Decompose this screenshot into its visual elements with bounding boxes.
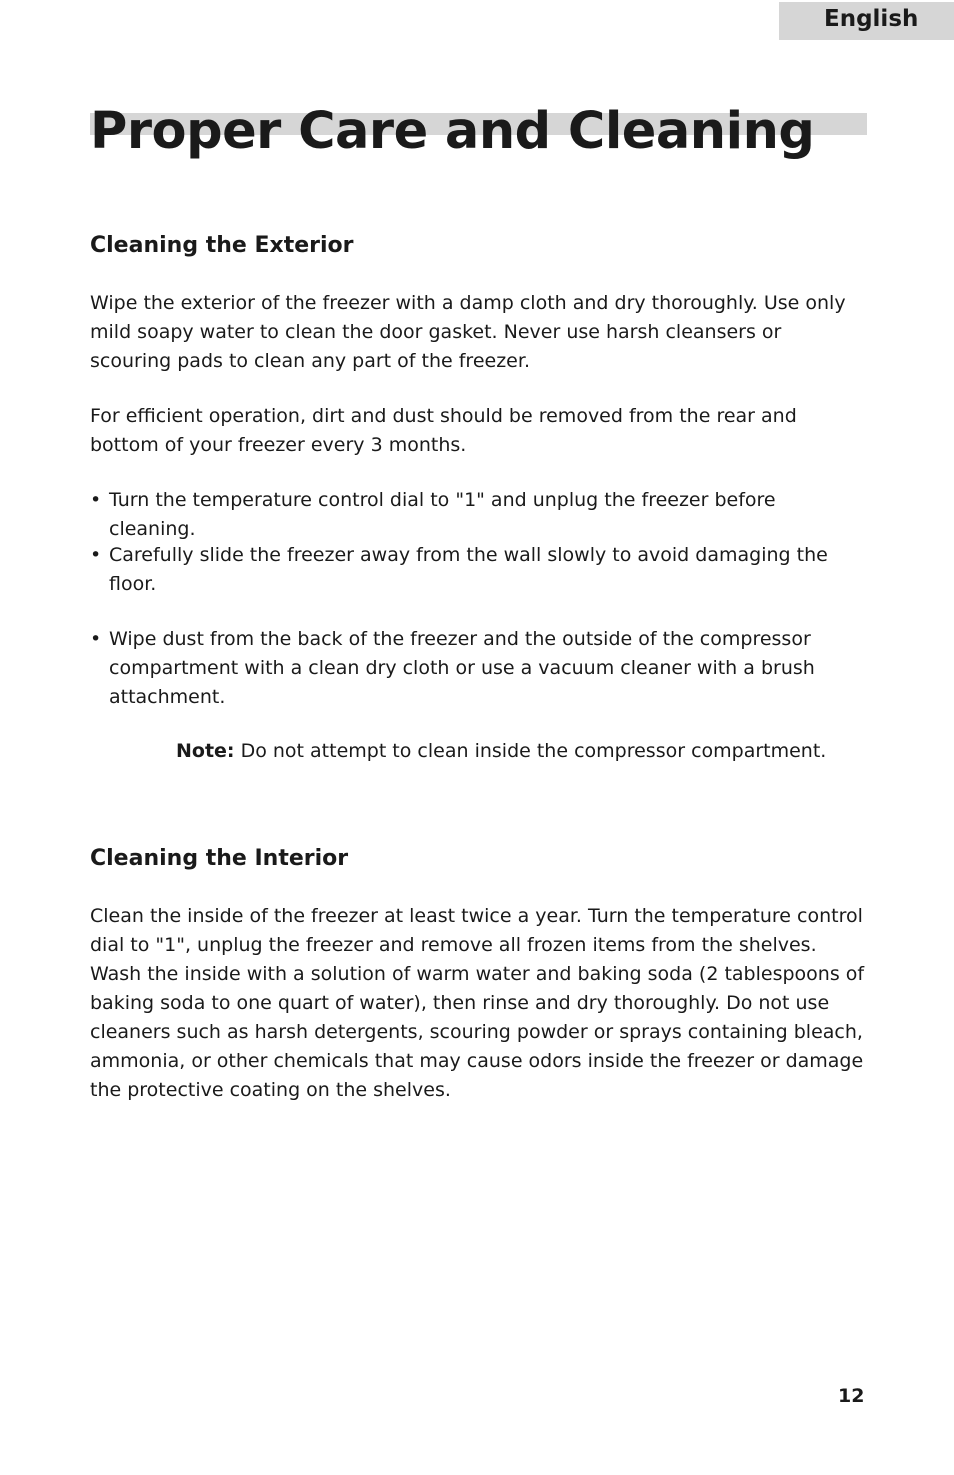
language-tab <box>779 2 954 40</box>
bullet-marker: • <box>90 489 102 511</box>
list-item <box>90 625 865 712</box>
language-label: English <box>824 6 919 32</box>
exterior-paragraph-2: For efficient operation, dirt and dust should be removed from the rear and bottom of your freezer every 3 months. <box>90 405 797 456</box>
page-number: 12 <box>838 1385 865 1407</box>
note-text: Do not attempt to clean inside the compressor compartment. <box>234 740 827 762</box>
list-item <box>90 486 865 544</box>
bullet-marker: • <box>90 544 102 566</box>
note <box>176 737 866 766</box>
bullet-marker: • <box>90 628 102 650</box>
bullet-text: Turn the temperature control dial to "1" and unplug the freezer before cleaning. <box>109 489 776 540</box>
bullet-text: Wipe dust from the back of the freezer and the outside of the compressor compartment with a clean dry cloth or use a vacuum cleaner with a brush attachment. <box>109 628 815 708</box>
exterior-heading: Cleaning the Exterior <box>90 233 354 258</box>
exterior-paragraph-1: Wipe the exterior of the freezer with a damp cloth and dry thoroughly. Use only mild soapy water to clean the door gasket. Never use harsh cleansers or scouring pads to clean any part of the freezer. <box>90 292 846 372</box>
page-title: Proper Care and Cleaning <box>90 102 815 161</box>
interior-paragraph: Clean the inside of the freezer at least twice a year. Turn the temperature control dial to "1", unplug the freezer and remove all frozen items from the shelves. Wash the inside with a solution of warm water and baking soda (2 tablespoons of baking soda to one quart of water), then rinse and dry thoroughly. Do not use cleaners such as harsh detergents, scouring powder or sprays containing bleach, ammonia, or other chemicals that may cause odors inside the freezer or damage the protective coating on the shelves. <box>90 905 865 1101</box>
interior-heading: Cleaning the Interior <box>90 846 349 871</box>
list-item <box>90 541 865 599</box>
bullet-text: Carefully slide the freezer away from the wall slowly to avoid damaging the floor. <box>109 544 828 595</box>
note-label: Note: <box>176 740 235 762</box>
